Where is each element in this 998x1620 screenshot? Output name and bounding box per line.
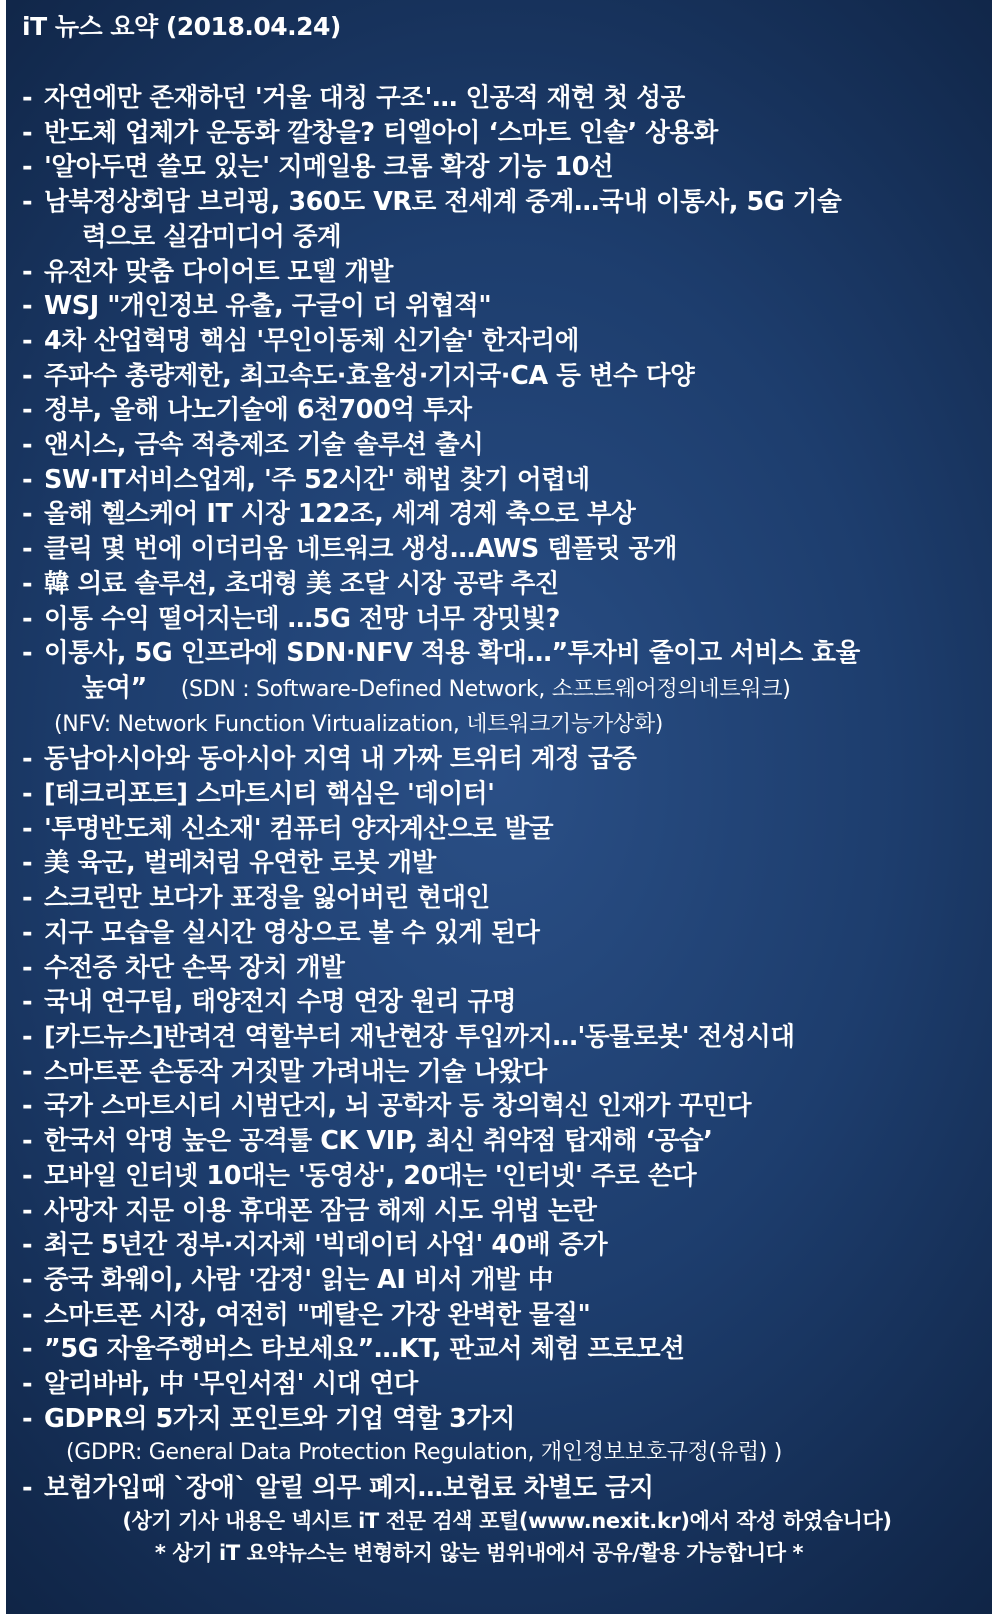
dash: - — [22, 1091, 33, 1122]
news-item — [22, 985, 982, 1020]
news-item — [22, 1055, 982, 1090]
news-text: 美 육군, 벌레처럼 유연한 로봇 개발 — [44, 848, 436, 879]
news-text: 중국 화웨이, 사람 '감정' 읽는 AI 비서 개발 中 — [44, 1264, 553, 1295]
dash: - — [22, 568, 33, 599]
dash: - — [22, 360, 33, 391]
dash: - — [22, 1126, 33, 1157]
news-text: 스마트폰 시장, 여전히 "메탈은 가장 완벽한 물질" — [44, 1299, 591, 1330]
dash: - — [22, 813, 33, 844]
news-text: 동남아시아와 동아시아 지역 내 가짜 트위터 계정 급증 — [44, 744, 637, 775]
news-text: 지구 모습을 실시간 영상으로 볼 수 있게 된다 — [44, 917, 540, 948]
sdn-note: (SDN : Software-Defined Network, 소프트웨어정의네트워크) — [180, 676, 791, 702]
news-item — [22, 255, 982, 290]
news-text: 스크린만 보다가 표정을 잃어버린 현대인 — [44, 883, 490, 914]
dash: - — [22, 1403, 33, 1434]
news-text: 주파수 총량제한, 최고속도·효율성·기지국·CA 등 변수 다양 — [44, 360, 695, 391]
dash: - — [22, 325, 33, 356]
news-text: 유전자 맞춤 다이어트 모델 개발 — [44, 256, 393, 287]
news-text: 모바일 인터넷 10대는 '동영상', 20대는 '인터넷' 주로 쓴다 — [44, 1160, 697, 1191]
dash: - — [22, 499, 33, 530]
dash: - — [22, 1334, 33, 1365]
sharing-note: * 상기 iT 요약뉴스는 변형하지 않는 범위내에서 공유/활용 가능합니다 * — [154, 1541, 804, 1565]
news-item — [22, 1124, 982, 1159]
news-item — [22, 185, 982, 254]
dash: - — [22, 883, 33, 914]
news-text: 앤시스, 금속 적층제조 기술 솔루션 출시 — [44, 430, 484, 461]
news-item — [22, 324, 982, 359]
dash: - — [22, 1056, 33, 1087]
news-text: 알리바바, 中 '무인서점' 시대 연다 — [44, 1369, 418, 1400]
news-item — [22, 846, 982, 881]
dash: - — [22, 744, 33, 775]
news-text: '알아두면 쓸모 있는' 지메일용 크롬 확장 기능 10선 — [44, 152, 614, 183]
news-item — [22, 497, 982, 532]
dash: - — [22, 291, 33, 322]
dash: - — [22, 987, 33, 1018]
dash: - — [22, 603, 33, 634]
nfv-note: (NFV: Network Function Virtualization, 네트워크기능가상화) — [54, 711, 664, 737]
news-text: 국가 스마트시티 시범단지, 뇌 공학자 등 창의혁신 인재가 꾸민다 — [44, 1091, 752, 1122]
dash: - — [22, 1160, 33, 1191]
news-item — [22, 150, 982, 185]
dash: - — [22, 917, 33, 948]
dash: - — [22, 430, 33, 461]
news-summary-panel — [6, 0, 992, 1614]
news-text: 한국서 악명 높은 공격툴 CK VIP, 최신 취약점 탑재해 ‘공습’ — [44, 1126, 713, 1157]
news-item — [22, 602, 982, 637]
gdpr-note: (GDPR: General Data Protection Regulation, 개인정보보호규정(유럽) ) — [66, 1440, 782, 1466]
dash: - — [22, 638, 33, 669]
news-item — [22, 428, 982, 463]
news-item — [22, 532, 982, 567]
news-text: '투명반도체 신소재' 컴퓨터 양자계산으로 발굴 — [44, 813, 554, 844]
news-text: 국내 연구팀, 태양전지 수명 연장 원리 규명 — [44, 987, 517, 1018]
dash: - — [22, 83, 33, 113]
news-item — [22, 1089, 982, 1124]
news-item — [22, 289, 982, 324]
dash: - — [22, 1195, 33, 1226]
news-item — [22, 1159, 982, 1194]
source-note: (상기 기사 내용은 넥시트 iT 전문 검색 포털(www.nexit.kr)에서 작성 하였습니다) — [122, 1509, 892, 1533]
dash: - — [22, 1264, 33, 1295]
news-text: SW·IT서비스업계, '주 52시간' 해법 찾기 어렵네 — [44, 464, 590, 495]
dash: - — [22, 779, 33, 810]
news-item — [22, 81, 982, 116]
dash: - — [22, 952, 33, 983]
news-text: 이통사, 5G 인프라에 SDN·NFV 적용 확대…”투자비 줄이고 서비스 효율 — [44, 638, 860, 669]
news-text: 사망자 지문 이용 휴대폰 잠금 해제 시도 위법 논란 — [44, 1195, 597, 1226]
dash: - — [22, 1299, 33, 1330]
news-item — [22, 1332, 982, 1367]
dash: - — [22, 187, 33, 218]
news-text: 4차 산업혁명 핵심 '무인이동체 신기술' 한자리에 — [44, 325, 579, 356]
dash: - — [22, 395, 33, 426]
news-item — [22, 1020, 982, 1055]
news-text: 최근 5년간 정부·지자체 '빅데이터 사업' 40배 증가 — [44, 1230, 608, 1261]
news-item — [22, 1263, 982, 1298]
news-text: 韓 의료 솔루션, 초대형 美 조달 시장 공략 추진 — [44, 568, 560, 599]
news-text-continued: 력으로 실감미디어 중계 — [82, 221, 342, 252]
dash: - — [22, 117, 33, 148]
news-item — [22, 567, 982, 602]
news-item — [22, 636, 982, 707]
news-text: 수전증 차단 손목 장치 개발 — [44, 952, 345, 983]
dash: - — [22, 848, 33, 879]
news-text: [테크리포트] 스마트시티 핵심은 '데이터' — [44, 779, 495, 810]
news-item — [22, 812, 982, 847]
page-title: iT 뉴스 요약 (2018.04.24) — [22, 12, 341, 41]
dash: - — [22, 534, 33, 565]
dash: - — [22, 1473, 33, 1504]
news-text: 올해 헬스케어 IT 시장 122조, 세계 경제 축으로 부상 — [44, 499, 636, 530]
news-item — [22, 1298, 982, 1333]
news-item — [22, 881, 982, 916]
news-text: [카드뉴스]반려견 역할부터 재난현장 투입까지…'동물로봇' 전성시대 — [44, 1021, 795, 1052]
news-list — [22, 81, 982, 1506]
dash: - — [22, 464, 33, 495]
news-item — [22, 742, 982, 777]
news-item — [22, 1367, 982, 1402]
news-text: 남북정상회담 브리핑, 360도 VR로 전세계 중계…국내 이통사, 5G 기술 — [44, 187, 842, 218]
news-item — [22, 393, 982, 428]
news-text-continued-main: 높여” — [82, 672, 147, 703]
news-text: ”5G 자율주행버스 타보세요”…KT, 판교서 체험 프로모션 — [44, 1334, 685, 1365]
news-item — [22, 916, 982, 951]
news-item — [22, 1471, 982, 1506]
news-text: 정부, 올해 나노기술에 6천700억 투자 — [44, 395, 472, 426]
news-item — [22, 1228, 982, 1263]
news-text: 이통 수익 떨어지는데 …5G 전망 너무 장밋빛? — [44, 603, 560, 634]
dash: - — [22, 1021, 33, 1052]
news-item — [22, 1402, 982, 1437]
dash: - — [22, 152, 33, 183]
dash: - — [22, 1230, 33, 1261]
news-text: 반도체 업체가 운동화 깔창을? 티엘아이 ‘스마트 인솔’ 상용화 — [44, 117, 718, 148]
dash: - — [22, 1369, 33, 1400]
news-text: WSJ "개인정보 유출, 구글이 더 위협적" — [44, 291, 492, 322]
dash: - — [22, 256, 33, 287]
news-text: 보험가입때 `장애` 알릴 의무 폐지…보험료 차별도 금지 — [44, 1473, 654, 1504]
news-item — [22, 1194, 982, 1229]
news-item — [22, 777, 982, 812]
news-item — [22, 359, 982, 394]
news-item — [22, 116, 982, 151]
news-text: 클릭 몇 번에 이더리움 네트워크 생성…AWS 템플릿 공개 — [44, 534, 677, 565]
news-text-continued — [22, 671, 982, 708]
news-item — [22, 463, 982, 498]
news-text: 스마트폰 손동작 거짓말 가려내는 기술 나왔다 — [44, 1056, 547, 1087]
news-text: GDPR의 5가지 포인트와 기업 역할 3가지 — [44, 1403, 515, 1434]
news-text: 자연에만 존재하던 '거울 대칭 구조'… 인공적 재현 첫 성공 — [44, 83, 685, 113]
news-item — [22, 951, 982, 986]
